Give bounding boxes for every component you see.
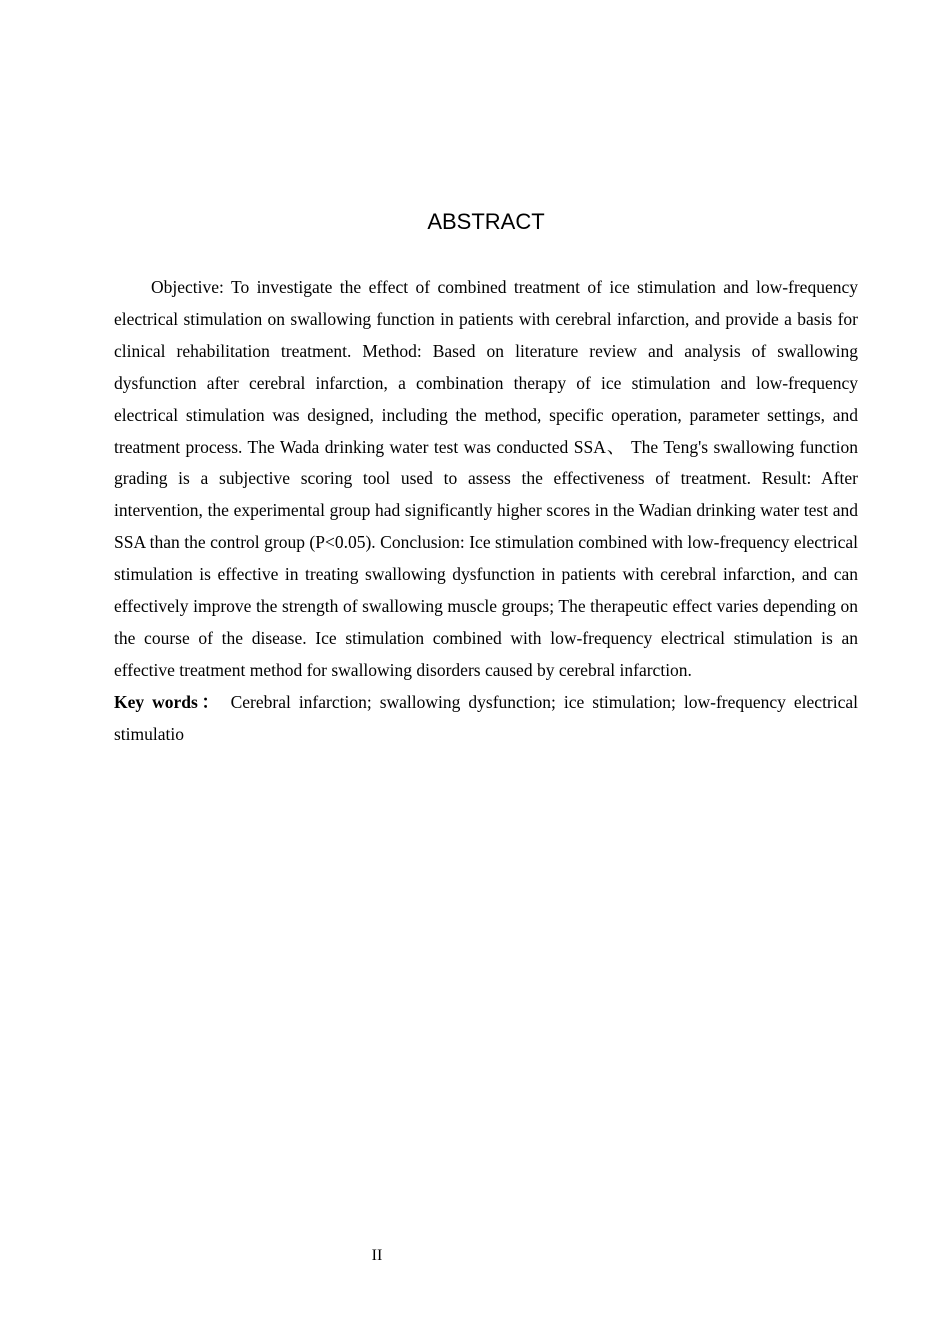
abstract-title: ABSTRACT <box>427 209 545 234</box>
keywords-label: Key words： <box>114 691 223 712</box>
abstract-paragraph: Objective: To investigate the effect of combined treatment of ice stimulation and low-frequency electrical stimulation on swallowing function in patients with cerebral infarction, and provide a basis for clinical rehabilitation treatment. Method: Based on literature review and analysis of swallowing dysfunction after cerebral infarction, a combination therapy of ice stimulation and low-frequency electrical stimulation was designed, including the method, specific operation, parameter settings, and treatment process. The Wada drinking water test was conducted SSA、 The Teng's swallowing function grading is a subjective scoring tool used to assess the effectiveness of treatment. Result: After intervention, the experimental group had significantly higher scores in the Wadian drinking water test and SSA than the control group (P<0.05). Conclusion: Ice stimulation combined with low-frequency electrical stimulation is effective in treating swallowing dysfunction in patients with cerebral infarction, and can effectively improve the strength of swallowing muscle groups; The therapeutic effect varies depending on the course of the disease. Ice stimulation combined with low-frequency electrical stimulation is an effective treatment method for swallowing disorders caused by cerebral infarction. <box>114 277 858 680</box>
keywords-line <box>114 687 858 751</box>
abstract-body <box>114 272 858 751</box>
keywords-text: Cerebral infarction; swallowing dysfunction; ice stimulation; low-frequency electrical stimulatio <box>114 691 859 744</box>
page-number: II <box>371 1247 383 1264</box>
